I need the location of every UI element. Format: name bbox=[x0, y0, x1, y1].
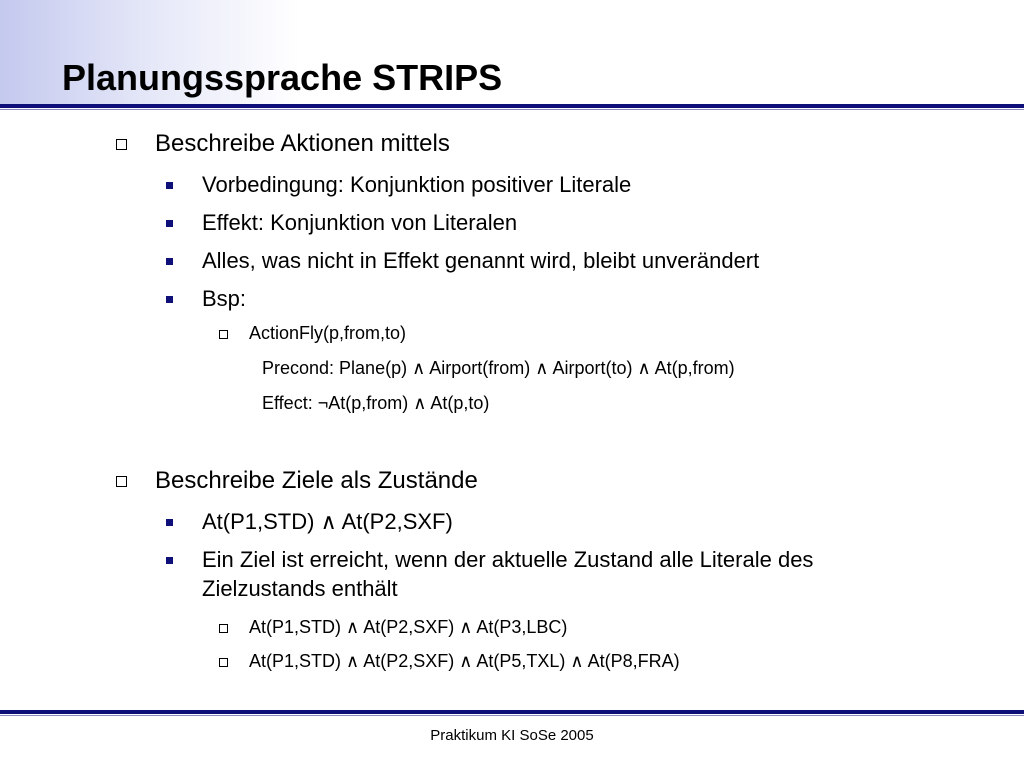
sub-bullet-goal-reached-line2: Zielzustands enthält bbox=[202, 576, 398, 601]
title-rule-thin bbox=[0, 109, 1024, 110]
sub-bullet-effect: Effekt: Konjunktion von Literalen bbox=[202, 210, 518, 235]
title-rule bbox=[0, 104, 1024, 108]
open-square-bullet-icon bbox=[116, 139, 127, 150]
goal-state-example-2: At(P1,STD) ∧ At(P2,SXF) ∧ At(P5,TXL) ∧ At(P8,FRA) bbox=[249, 651, 680, 671]
sub-bullet-goal-example: At(P1,STD) ∧ At(P2,SXF) bbox=[202, 509, 453, 534]
sub-bullet-precondition: Vorbedingung: Konjunktion positiver Literale bbox=[202, 172, 632, 197]
filled-square-bullet-icon bbox=[166, 220, 173, 227]
filled-square-bullet-icon bbox=[166, 519, 173, 526]
filled-square-bullet-icon bbox=[166, 258, 173, 265]
sub-bullet-goal-reached-line1: Ein Ziel ist erreicht, wenn der aktuelle Zustand alle Literale des bbox=[202, 547, 814, 572]
sub-bullet-frame: Alles, was nicht in Effekt genannt wird, bleibt unverändert bbox=[202, 248, 760, 273]
bullet-goals: Beschreibe Ziele als Zustände bbox=[155, 467, 478, 494]
footer-text: Praktikum KI SoSe 2005 bbox=[430, 727, 594, 744]
filled-square-bullet-icon bbox=[166, 182, 173, 189]
filled-square-bullet-icon bbox=[166, 296, 173, 303]
slide-title: Planungssprache STRIPS bbox=[62, 57, 503, 98]
example-action-name: ActionFly(p,from,to) bbox=[249, 323, 407, 343]
sub-bullet-example: Bsp: bbox=[202, 286, 247, 311]
footer-rule-thin bbox=[0, 715, 1024, 716]
example-effect: Effect: ¬At(p,from) ∧ At(p,to) bbox=[262, 393, 490, 413]
open-square-bullet-icon bbox=[116, 476, 127, 487]
slide-footer bbox=[0, 727, 1024, 745]
open-square-bullet-icon bbox=[219, 658, 228, 667]
example-precondition: Precond: Plane(p) ∧ Airport(from) ∧ Airport(to) ∧ At(p,from) bbox=[262, 358, 735, 378]
goal-state-example-1: At(P1,STD) ∧ At(P2,SXF) ∧ At(P3,LBC) bbox=[249, 617, 568, 637]
bullet-actions: Beschreibe Aktionen mittels bbox=[155, 130, 450, 157]
open-square-bullet-icon bbox=[219, 330, 228, 339]
filled-square-bullet-icon bbox=[166, 557, 173, 564]
open-square-bullet-icon bbox=[219, 624, 228, 633]
footer-rule bbox=[0, 710, 1024, 714]
